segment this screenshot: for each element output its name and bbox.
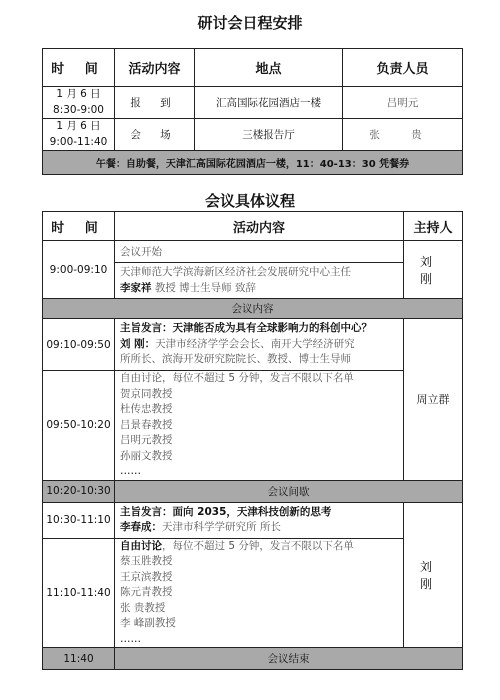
schedule-row xyxy=(43,87,463,119)
schedule-person: 吕明元 xyxy=(343,87,463,119)
opening-detail xyxy=(115,263,404,299)
schedule-place: 汇高国际花园酒店一楼 xyxy=(195,87,343,119)
keynote2-bio: 天津市科学学研究所 所长 xyxy=(162,521,281,533)
discussion1-ellipsis: …… xyxy=(120,465,141,477)
opening-speaker: 李家祥 xyxy=(120,281,152,294)
keynote2-row xyxy=(43,502,463,538)
discussion2-name: 王京滨教授 xyxy=(120,570,173,583)
keynote1-time: 09:10-09:50 xyxy=(43,319,115,371)
discussion1-detail xyxy=(115,371,404,481)
discussion2-name: 李 峰副教授 xyxy=(120,617,176,629)
discussion2-name: 陈元青教授 xyxy=(120,586,173,598)
keynote1-bio-line1: 天津市经济学学会会长、南开大学经济研究 xyxy=(155,337,355,350)
agenda-table xyxy=(42,211,463,670)
discussion1-name: 贺京同教授 xyxy=(120,387,173,400)
end-time: 11:40 xyxy=(43,648,115,670)
agenda-header-host: 主持人 xyxy=(404,212,463,241)
discussion1-name: 杜传忠教授 xyxy=(120,403,173,415)
header-activity: 活动内容 xyxy=(115,49,195,87)
agenda-header-activity: 活动内容 xyxy=(115,212,404,241)
schedule-activity: 报 到 xyxy=(115,87,195,119)
schedule-row xyxy=(43,119,463,151)
break-label: 会议间歇 xyxy=(115,480,463,502)
schedule-activity: 会 场 xyxy=(115,119,195,151)
schedule-person: 张 贵 xyxy=(343,119,463,151)
discussion1-row xyxy=(43,371,463,481)
header-place: 地点 xyxy=(195,49,343,87)
schedule-time: 9:00-11:40 xyxy=(49,135,108,148)
lunch-row xyxy=(43,151,463,175)
discussion2-intro-bold: 自由讨论 xyxy=(120,539,162,552)
opening-affiliation: 天津师范大学滨海新区经济社会发展研究中心主任 xyxy=(120,266,351,278)
header-person: 负责人员 xyxy=(343,49,463,87)
keynote1-heading: 主旨发言：天津能否成为具有全球影响力的科创中心？ xyxy=(120,322,372,335)
host-1: 刘 刚 xyxy=(404,241,463,299)
schedule-time-cell xyxy=(43,119,115,151)
discussion1-name: 孙丽文教授 xyxy=(120,449,173,462)
agenda-header-row xyxy=(43,212,463,241)
keynote2-time: 10:30-11:10 xyxy=(43,502,115,538)
keynote2-heading: 主旨发言：面向 2035，天津科技创新的思考 xyxy=(120,505,332,518)
agenda-title: 会议具体议程 xyxy=(204,192,295,210)
discussion2-detail xyxy=(115,538,404,648)
discussion2-ellipsis: …… xyxy=(120,632,141,645)
keynote1-row xyxy=(43,319,463,371)
section-content-label: 会议内容 xyxy=(43,299,463,319)
break-time: 10:20-10:30 xyxy=(43,480,115,502)
agenda-header-time: 时 间 xyxy=(43,212,115,241)
end-label: 会议结束 xyxy=(115,648,463,670)
schedule-header-row xyxy=(43,49,463,87)
discussion2-name: 张 贵教授 xyxy=(120,601,166,614)
lunch-info: 午餐：自助餐，天津汇高国际花园酒店一楼，11：40-13：30 凭餐券 xyxy=(43,151,463,175)
schedule-place: 三楼报告厅 xyxy=(195,119,343,151)
discussion2-intro-rest: ，每位不超过 5 分钟，发言不限以下名单 xyxy=(162,539,354,552)
end-row xyxy=(43,648,463,670)
discussion2-name: 蔡玉胜教授 xyxy=(120,555,173,567)
keynote1-speaker: 刘 刚： xyxy=(120,337,156,350)
section-row xyxy=(43,299,463,319)
schedule-table xyxy=(42,48,463,175)
discussion1-time: 09:50-10:20 xyxy=(43,371,115,481)
keynote1-bio-line2: 所所长、滨海开发研究院院长、教授、博士生导师 xyxy=(120,353,351,366)
header-time: 时 间 xyxy=(43,49,115,87)
opening-row xyxy=(43,241,463,263)
opening-label: 会议开始 xyxy=(115,241,404,263)
host-2: 周立群 xyxy=(404,319,463,481)
discussion1-intro: 自由讨论，每位不超过 5 分钟，发言不限以下名单 xyxy=(120,372,354,384)
discussion2-row xyxy=(43,538,463,648)
discussion1-name: 吕明元教授 xyxy=(120,434,173,446)
schedule-time: 8:30-9:00 xyxy=(53,103,104,116)
keynote2-detail xyxy=(115,502,404,538)
break-row xyxy=(43,480,463,502)
discussion2-time: 11:10-11:40 xyxy=(43,538,115,648)
schedule-time-cell xyxy=(43,87,115,119)
keynote2-speaker: 李春成： xyxy=(120,521,162,533)
schedule-date: 1 月 6 日 xyxy=(56,88,101,100)
host-3: 刘 刚 xyxy=(404,502,463,648)
opening-titles: 教授 博士生导师 致辞 xyxy=(154,281,257,294)
keynote1-detail xyxy=(115,319,404,371)
opening-time: 9:00-09:10 xyxy=(43,241,115,299)
schedule-date: 1 月 6 日 xyxy=(56,120,101,132)
discussion1-name: 吕景春教授 xyxy=(120,418,173,431)
schedule-title: 研讨会日程安排 xyxy=(197,14,303,32)
